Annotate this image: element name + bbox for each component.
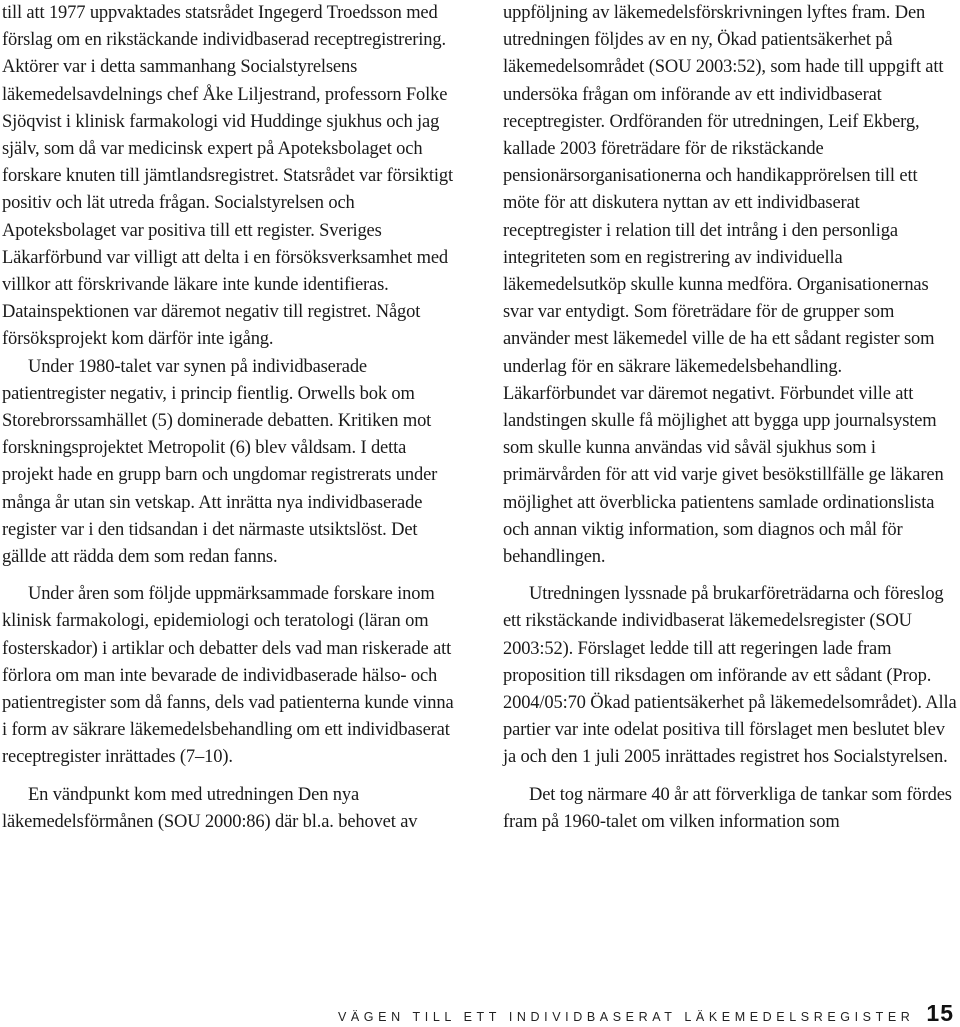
right-text-column	[503, 0, 958, 836]
running-title: VÄGEN TILL ETT INDIVIDBASERAT LÄKEMEDELSREGISTER	[337, 1010, 915, 1024]
paragraph-utredningen: Utredningen lyssnade på brukarföreträdarna och föreslog ett rikstäckande individbaserat läkemedelsregister (SOU 2003:52). Förslaget ledde till att regeringen lade fram proposition till riksdagen om införande av ett sådant (Prop. 2004/05:70 Ökad patientsäkerhet på läkemedelsområdet). Alla partier var inte odelat positiva till förslaget men beslutet blev ja och den 1 juli 2005 inrättades registret hos Socialstyrelsen.	[503, 584, 957, 768]
paragraph-vandpunkt: En vändpunkt kom med utredningen Den nya läkemedelsförmånen (SOU 2000:86) där bl.a. behovet av	[2, 784, 418, 832]
left-text-column	[2, 0, 460, 836]
paragraph-1980-talet: Under 1980-talet var synen på individbaserade patientregister negativ, i princip fientlig. Orwells bok om Storebrorssamhället (5) dominerade debatten. Kritiken mot forskningsprojektet Metropolit (6) blev våldsam. I detta projekt hade en grupp barn och ungdomar registrerats under många år utan sin vetskap. Att inrätta nya individbaserade register var i den tidsandan i det närmaste utsiktslöst. Det gällde att rädda dem som redan fanns.	[2, 356, 438, 568]
paragraph-forskare: Under åren som följde uppmärksammade forskare inom klinisk farmakologi, epidemiologi och teratologi (läran om fosterskador) i artiklar och debatter dels vad man riskerade att förlora om man inte bevarade de individbaserade hälso- och patientregister som då fanns, dels vad patienterna kunde vinna i form av säkrare läkemedelsbehandling om ett individbaserat receptregister inrättades (7–10).	[2, 584, 454, 768]
paragraph-uppfoljning: uppföljning av läkemedelsförskrivningen lyftes fram. Den utredningen följdes av en ny, Ökad patientsäkerhet på läkemedelsområdet (SOU 2003:52), som hade till uppgift att undersöka frågan om införande av ett individbaserat receptregister. Ordföranden för utredningen, Leif Ekberg, kallade 2003 företrädare för de rikstäckande pensionärsorganisationerna och handikapprörelsen till ett möte för att diskutera nyttan av ett individbaserat receptregister i relation till det intrång i den personliga integriteten som en registrering av individuella läkemedelsutköp skulle kunna medföra. Organisationernas svar var entydigt. Som företrädare för de grupper som använder mest läkemedel ville de ha ett sådant register som underlag för en säkrare läkemedelsbehandling. Läkarförbundet var däremot negativt. Förbundet ville att landstingen skulle få möjlighet att bygga upp journalsystem som skulle kunna användas vid såväl sjukhus som i primärvården för att vid varje givet besökstillfälle ge läkaren möjlighet att överblicka patientens samlade ordinationslista och annan viktig information, som diagnos och mål för behandlingen.	[503, 3, 944, 568]
paragraph-40-ar: Det tog närmare 40 år att förverkliga de tankar som fördes fram på 1960-talet om vilken information som	[503, 784, 952, 832]
page-footer	[0, 1000, 960, 1027]
page-number: 15	[926, 1000, 954, 1026]
paragraph-receptregistrering: till att 1977 uppvaktades statsrådet Ingegerd Troedsson med förslag om en rikstäckande individbaserad receptregistrering. Aktörer var i detta sammanhang Socialstyrelsens läkemedelsavdelnings chef Åke Liljestrand, professorn Folke Sjöqvist i klinisk farmakologi vid Huddinge sjukhus och jag själv, som då var medicinsk expert på Apoteksbolaget och forskare knuten till jämtlandsregistret. Statsrådet var försiktigt positiv och lät utreda frågan. Socialstyrelsen och Apoteksbolaget var positiva till ett register. Sveriges Läkarförbund var villigt att delta i en försöksverksamhet med villkor att förskrivande läkare inte kunde identifieras. Datainspektionen var däremot negativ till registret. Något försöksprojekt kom därför inte igång.	[2, 3, 453, 350]
